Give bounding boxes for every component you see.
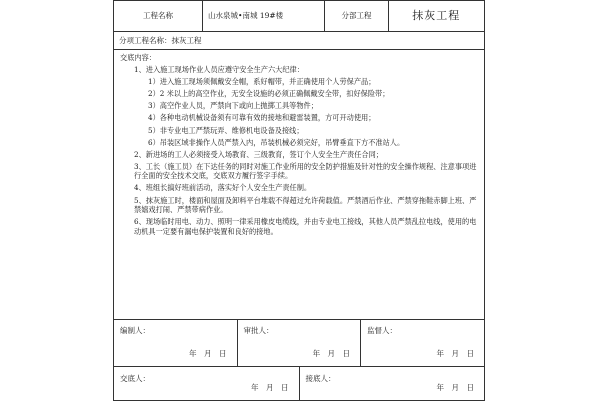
project-label: 工程名称	[114, 1, 203, 32]
content-line: 2、新进场的工人必须接受入场教育、三级教育，签订个人安全生产责任合同；	[134, 149, 383, 159]
receiver-date: 年 月 日	[436, 383, 474, 393]
project-name: 山水泉城•南城 19#楼	[203, 1, 325, 32]
handover-table	[113, 366, 485, 401]
content-line: 1）进入施工现场须佩戴安全帽，系好帽带，并正确使用个人劳保产品；	[148, 77, 376, 87]
content-line: 3）高空作业人员，严禁向下或向上抛掷工具等物件；	[148, 101, 318, 111]
supervisor-cell	[361, 320, 485, 367]
receiver-label: 接底人：	[305, 374, 336, 383]
subitem-value: 抹灰工程	[171, 35, 202, 45]
disclosure-form	[113, 0, 485, 400]
approver-label: 审批人：	[243, 326, 274, 335]
approver-cell	[237, 320, 361, 367]
discloser-date: 年 月 日	[251, 383, 289, 393]
discloser-label: 交底人：	[120, 374, 150, 383]
subitem-label: 分项工程名称：	[119, 35, 172, 45]
content-line: 2）2 米以上的高空作业，无安全设施的必须正确佩戴安全带，扣好保险带；	[148, 89, 390, 99]
body-table	[113, 31, 485, 367]
content-line: 1、进入施工现场作业人员应遵守安全生产六大纪律：	[134, 65, 304, 75]
discloser-cell	[114, 367, 300, 401]
supervisor-date: 年 月 日	[436, 349, 474, 359]
content-title: 交底内容：	[120, 53, 156, 62]
supervisor-label: 监督人：	[367, 326, 398, 335]
sub-project-value: 抹灰工程	[388, 1, 484, 32]
receiver-cell	[299, 367, 485, 401]
compiler-cell	[114, 320, 238, 367]
content-line: 5）非专业电工严禁玩弄、维修机电设备及接线；	[148, 125, 304, 135]
disclosure-content	[114, 50, 485, 320]
content-line: 6）吊装区域非操作人员严禁入内，吊装机械必须完好，吊臂垂直下方不准站人。	[148, 137, 405, 147]
sub-project-label: 分部工程	[325, 1, 388, 32]
subitem-row	[114, 32, 485, 50]
compiler-label: 编制人：	[120, 326, 150, 335]
content-line: 6、现场临时用电、动力、照明一律采用橡皮电缆线，并由专业电工接线，其他人员严禁乱拉电线，使用的电动机具一定要有漏电保护装置和良好的接地。	[134, 217, 477, 236]
content-line: 4、班组长搞好班前活动，落实好个人安全生产责任制。	[134, 183, 312, 193]
header-table	[113, 0, 485, 32]
content-line: 5、抹灰施工时，楼面和屋面及卸料平台堆载不得超过允许荷载值。严禁酒后作业、严禁穿拖鞋赤脚上班、严禁嬉戏打闹、严禁带病作业。	[134, 195, 477, 215]
content-line: 3、工长（施工员）在下达任务的同时对施工作业所用的安全防护措施及针对性的安全操作规程、注意事项进行全面的安全技术交底，交底双方履行签字手续。	[134, 161, 477, 181]
compiler-date: 年 月 日	[189, 349, 227, 359]
content-line: 4）各种电动机械设备须有可靠有效的接地和避雷装置，方可开动使用；	[148, 113, 376, 123]
approver-date: 年 月 日	[312, 349, 351, 359]
